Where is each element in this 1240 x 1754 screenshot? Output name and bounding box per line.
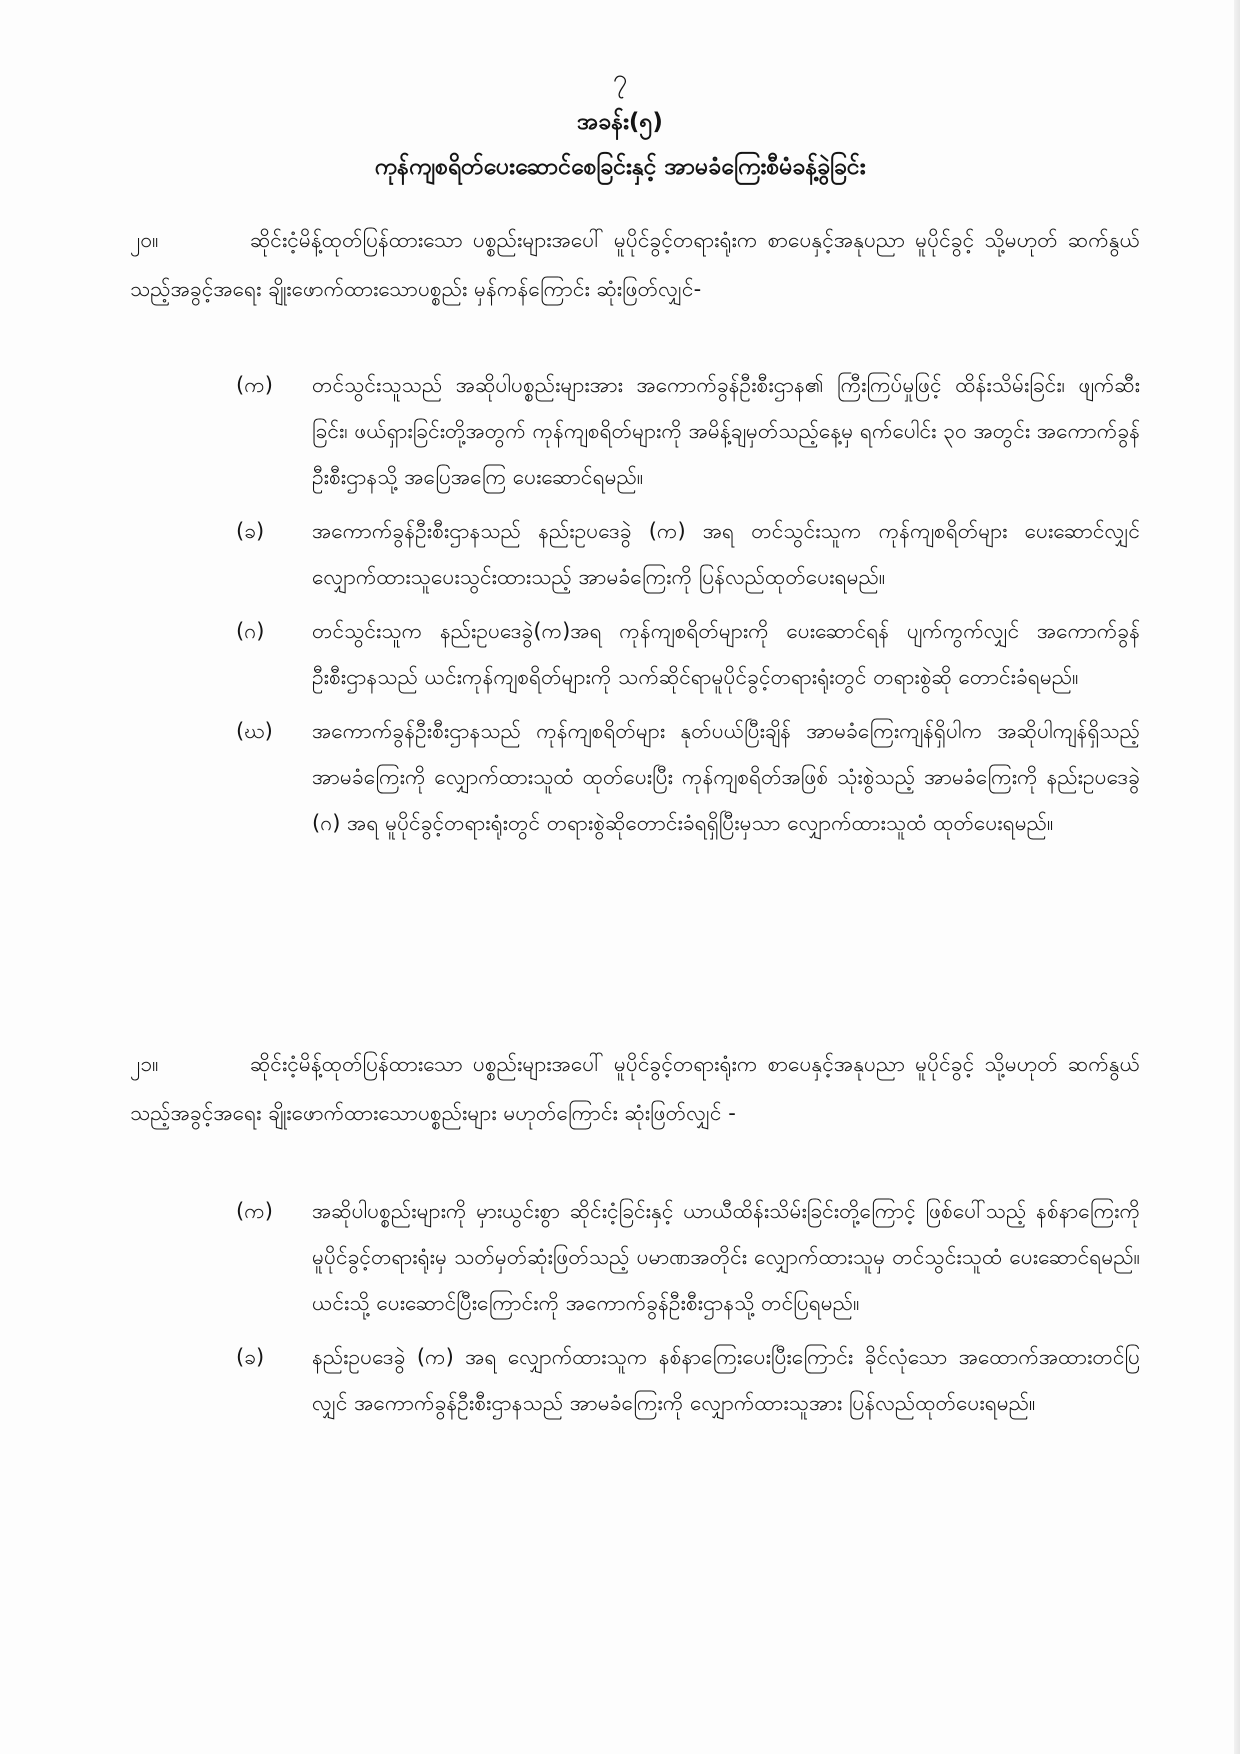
scan-edge	[1234, 0, 1240, 1754]
clause-text: အဆိုပါပစ္စည်းများကို မှားယွင်းစွာ ဆိုင်းငံ့ခြင်းနှင့် ယာယီထိန်းသိမ်းခြင်းတို့ကြောင့် ဖြစ်ပေါ်သည့် နစ်နာကြေးကို မူပိုင်ခွင့်တရားရုံးမှ သတ်မှတ်ဆုံးဖြတ်သည့် ပမာဏအတိုင်း လျှောက်ထားသူမှ တင်သွင်းသူထံ ပေးဆောင်ရမည်။ ယင်းသို့ ပေးဆောင်ပြီးကြောင်းကို အကောက်ခွန်ဦးစီးဌာနသို့ တင်ပြရမည်။	[312, 1199, 1140, 1315]
section-21-clauses	[236, 1188, 1140, 1426]
section-text: ဆိုင်းငံ့မိန့်ထုတ်ပြန်ထားသော ပစ္စည်းများအပေါ် မူပိုင်ခွင့်တရားရုံးက စာပေနှင့်အနုပညာ မူပိုင်ခွင့် သို့မဟုတ် ဆက်နွယ်သည့်အခွင့်အရေး ချိုးဖောက်ထားသောပစ္စည်းများ မဟုတ်ကြောင်း ဆုံးဖြတ်လျှင် -	[130, 1052, 1140, 1125]
clause-label: (ခ)	[236, 519, 265, 543]
page-number: ၇	[612, 64, 628, 94]
clause-ka	[236, 1188, 1140, 1326]
section-21	[130, 1040, 1140, 1138]
clause-label: (ဂ)	[236, 619, 265, 643]
clause-label: (ဃ)	[236, 719, 273, 743]
clause-kha	[236, 1334, 1140, 1426]
section-number: ၂၀။	[130, 228, 159, 252]
section-20	[130, 216, 1140, 314]
clause-text: တင်သွင်းသူသည် အဆိုပါပစ္စည်းများအား အကောက်ခွန်ဦးစီးဌာန၏ ကြီးကြပ်မှုဖြင့် ထိန်းသိမ်းခြင်း၊ ဖျက်ဆီးခြင်း၊ ဖယ်ရှားခြင်းတို့အတွက် ကုန်ကျစရိတ်များကို အမိန့်ချမှတ်သည့်နေ့မှ ရက်ပေါင်း ၃၀ အတွင်း အကောက်ခွန်ဦးစီးဌာနသို့ အပြေအကြေ ပေးဆောင်ရမည်။	[312, 373, 1140, 489]
chapter-title: အခန်း(၅)	[577, 109, 663, 135]
clause-ka	[236, 362, 1140, 500]
clause-label: (က)	[236, 373, 273, 397]
clause-gha	[236, 708, 1140, 846]
clause-text: တင်သွင်းသူက နည်းဥပဒေခွဲ(က)အရ ကုန်ကျစရိတ်များကို ပေးဆောင်ရန် ပျက်ကွက်လျှင် အကောက်ခွန်ဦးစီးဌာနသည် ယင်းကုန်ကျစရိတ်များကို သက်ဆိုင်ရာမူပိုင်ခွင့်တရားရုံးတွင် တရားစွဲဆို တောင်းခံရမည်။	[312, 619, 1140, 689]
section-text: ဆိုင်းငံ့မိန့်ထုတ်ပြန်ထားသော ပစ္စည်းများအပေါ် မူပိုင်ခွင့်တရားရုံးက စာပေနှင့်အနုပညာ မူပိုင်ခွင့် သို့မဟုတ် ဆက်နွယ်သည့်အခွင့်အရေး ချိုးဖောက်ထားသောပစ္စည်း မှန်ကန်ကြောင်း ဆုံးဖြတ်လျှင်-	[130, 228, 1140, 301]
clause-label: (ခ)	[236, 1345, 265, 1369]
clause-text: အကောက်ခွန်ဦးစီးဌာနသည် ကုန်ကျစရိတ်များ နုတ်ပယ်ပြီးချိန် အာမခံကြေးကျန်ရှိပါက အဆိုပါကျန်ရှိသည့် အာမခံကြေးကို လျှောက်ထားသူထံ ထုတ်ပေးပြီး ကုန်ကျစရိတ်အဖြစ် သုံးစွဲသည့် အာမခံကြေးကို နည်းဥပဒေခွဲ (ဂ) အရ မူပိုင်ခွင့်တရားရုံးတွင် တရားစွဲဆိုတောင်းခံရရှိပြီးမှသာ လျှောက်ထားသူထံ ထုတ်ပေးရမည်။	[312, 719, 1140, 835]
clause-kha	[236, 508, 1140, 600]
clause-text: နည်းဥပဒေခွဲ (က) အရ လျှောက်ထားသူက နစ်နာကြေးပေးပြီးကြောင်း ခိုင်လုံသော အထောက်အထားတင်ပြလျှင် အကောက်ခွန်ဦးစီးဌာနသည် အာမခံကြေးကို လျှောက်ထားသူအား ပြန်လည်ထုတ်ပေးရမည်။	[312, 1345, 1140, 1415]
clause-ga	[236, 608, 1140, 700]
section-number: ၂၁။	[130, 1052, 159, 1076]
section-20-clauses	[236, 362, 1140, 846]
clause-text: အကောက်ခွန်ဦးစီးဌာနသည် နည်းဥပဒေခွဲ (က) အရ တင်သွင်းသူက ကုန်ကျစရိတ်များ ပေးဆောင်လျှင် လျှောက်ထားသူပေးသွင်းထားသည့် အာမခံကြေးကို ပြန်လည်ထုတ်ပေးရမည်။	[312, 519, 1140, 589]
chapter-subtitle: ကုန်ကျစရိတ်ပေးဆောင်စေခြင်းနှင့် အာမခံကြေးစီမံခန့်ခွဲခြင်း	[374, 154, 866, 180]
clause-label: (က)	[236, 1199, 273, 1223]
